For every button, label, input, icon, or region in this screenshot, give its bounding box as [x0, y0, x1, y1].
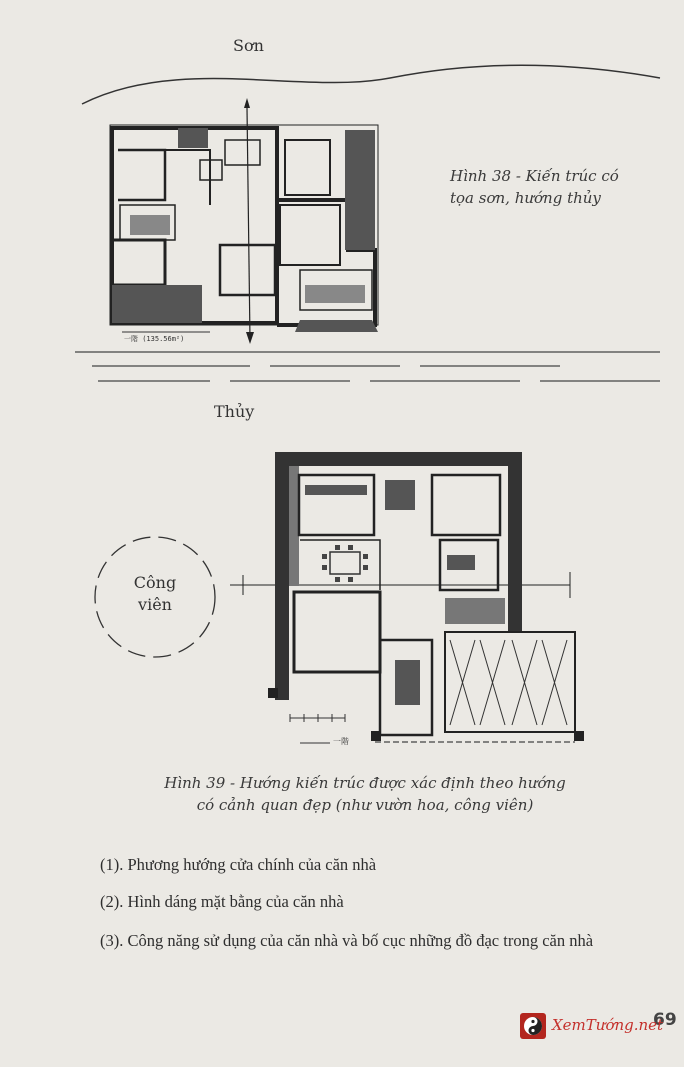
- watermark-text: XemTướng.net: [552, 1016, 664, 1034]
- yin-yang-logo-icon: [520, 1013, 546, 1039]
- plan-scale-note: 一階 (135.56m²): [124, 335, 185, 343]
- page-number: 69: [653, 1010, 677, 1030]
- caption-figure-38: Hình 38 - Kiến trúc có tọa sơn, hướng thủy: [450, 167, 619, 207]
- label-cong-vien: Công viên: [133, 573, 177, 614]
- label-thuy: Thủy: [214, 402, 255, 421]
- paragraph-item-1: (1). Phương hướng cửa chính của căn nhà: [100, 855, 377, 874]
- label-son: Sơn: [233, 36, 264, 55]
- caption-figure-39: Hình 39 - Hướng kiến trúc được xác định theo hướng có cảnh quan đẹp (như vườn hoa, công viên): [164, 774, 566, 814]
- paragraph-item-2: (2). Hình dáng mặt bằng của căn nhà: [100, 892, 344, 911]
- paragraph-item-3: (3). Công năng sử dụng của căn nhà và bố cục những đồ đạc trong căn nhà: [100, 931, 594, 950]
- plan-39-scale-note: 一階: [333, 737, 349, 746]
